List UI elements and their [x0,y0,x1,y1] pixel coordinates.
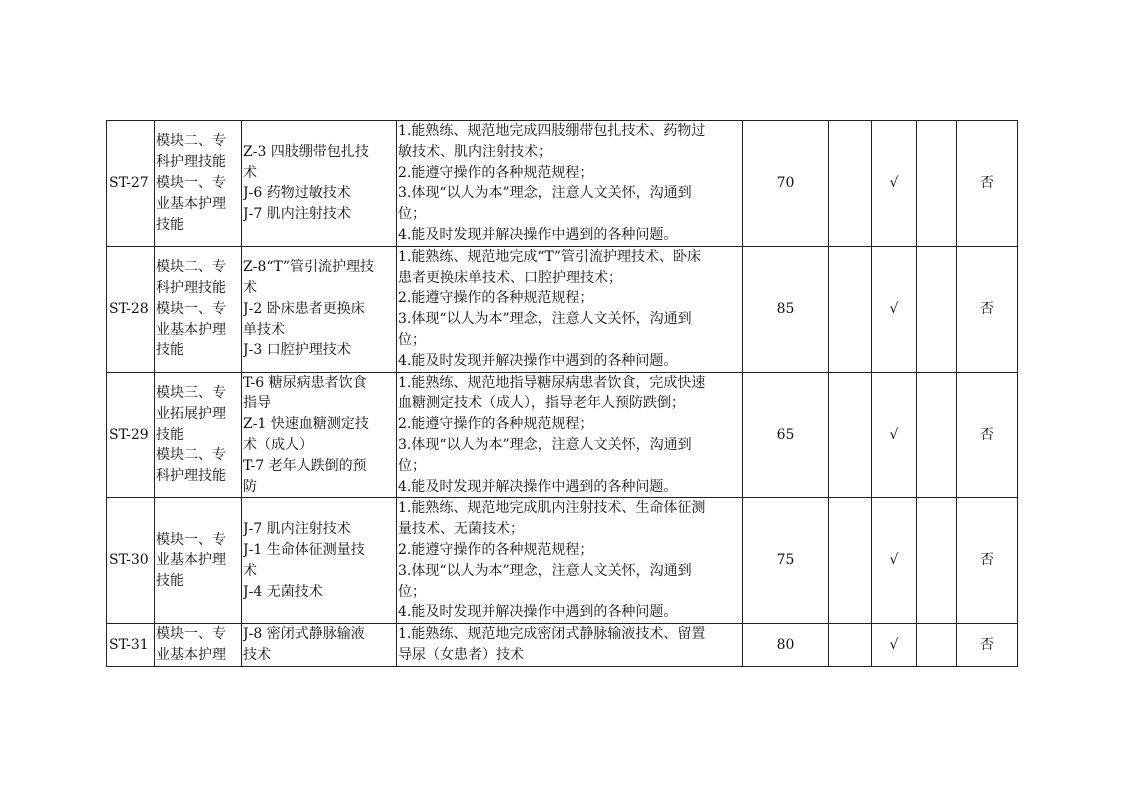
skill-cell [242,246,397,372]
goal-cell-line: 位； [398,583,426,600]
module-cell-line: 科护理技能 [156,279,226,296]
goal-cell-line: 位； [398,206,426,223]
goal-cell-line: 2.能遵守操作的各种规范规程； [398,416,594,433]
skill-cell [242,372,397,498]
flag-cell [957,121,1018,247]
goal-cell-line: 2.能遵守操作的各种规范规程； [398,164,594,181]
module-cell-line: 业基本护理 [156,552,226,569]
empty-cell [829,121,872,247]
module-cell [155,624,242,667]
skill-cell-line: J-2 卧床患者更换床 [243,300,365,317]
module-cell-line: 技能 [156,342,184,359]
skill-cell-line: Z-8“T”管引流护理技 [243,259,375,276]
check-cell [872,246,917,372]
skill-cell-line: J-7 肌内注射技术 [243,521,351,538]
row-id [107,246,155,372]
goal-cell [397,624,743,667]
row-id-text: ST-31 [109,636,149,653]
empty-cell [917,624,957,667]
goal-cell-line: 1.能熟练、规范地完成“T”管引流护理技术、卧床 [398,248,702,265]
skill-cell-line: 技术 [243,646,271,663]
score-cell-text: 65 [776,426,795,443]
module-cell-line: 模块二、专 [156,259,226,276]
table-row [107,498,1018,624]
flag-cell-text: 否 [980,636,994,653]
goal-cell-line: 位； [398,457,426,474]
module-cell-line: 模块二、专 [156,133,226,150]
module-cell [155,121,242,247]
skill-cell-line: 防 [243,478,257,495]
skill-cell-line: 术 [243,164,257,181]
module-cell-line: 业拓展护理 [156,405,226,422]
skill-cell [242,624,397,667]
row-id [107,372,155,498]
module-cell-line: 模块一、专 [156,626,226,643]
score-cell-text: 70 [776,174,795,191]
row-id [107,498,155,624]
goal-cell [397,498,743,624]
skill-cell-line: T-7 老年人跌倒的预 [243,457,367,474]
goal-cell [397,372,743,498]
goal-cell-line: 4.能及时发现并解决操作中遇到的各种问题。 [398,478,678,495]
check-cell-text: √ [889,426,899,443]
skill-cell [242,121,397,247]
row-id [107,624,155,667]
module-cell-line: 模块三、专 [156,384,226,401]
module-cell-line: 业基本护理 [156,321,226,338]
flag-cell [957,624,1018,667]
goal-cell-line: 量技术、无菌技术； [398,521,524,538]
check-cell-text: √ [889,552,899,569]
flag-cell-text: 否 [980,426,994,443]
skill-cell-line: Z-1 快速血糖测定技 [243,416,369,433]
goal-cell-line: 4.能及时发现并解决操作中遇到的各种问题。 [398,352,678,369]
goal-cell-line: 1.能熟练、规范地完成四肢绷带包扎技术、药物过 [398,123,706,139]
goal-cell-line: 1.能熟练、规范地完成肌内注射技术、生命体征测 [398,500,706,517]
score-cell [743,498,829,624]
module-cell-line: 模块一、专 [156,531,226,548]
module-cell-line: 业基本护理 [156,646,226,663]
goal-cell-line: 血糖测定技术（成人），指导老年人预防跌倒； [398,395,685,412]
goal-cell-line: 2.能遵守操作的各种规范规程； [398,541,594,558]
goal-cell-line: 3.体现“以人为本”理念，注意人文关怀，沟通到 [398,562,692,579]
goal-cell-line: 1.能熟练、规范地指导糖尿病患者饮食，完成快速 [398,374,706,391]
row-id-text: ST-28 [109,300,149,317]
table-row [107,246,1018,372]
goal-cell-line: 2.能遵守操作的各种规范规程； [398,290,594,307]
row-id-text: ST-27 [109,174,149,191]
empty-cell [917,498,957,624]
skill-cell [242,498,397,624]
empty-cell [829,372,872,498]
skill-cell-line: Z-3 四肢绷带包扎技 [243,143,369,160]
goal-cell-line: 3.体现“以人为本”理念，注意人文关怀，沟通到 [398,311,692,328]
score-cell-text: 80 [776,636,795,653]
goal-cell-line: 患者更换床单技术、口腔护理技术； [398,269,622,286]
check-cell [872,498,917,624]
empty-cell [829,498,872,624]
flag-cell [957,372,1018,498]
score-cell [743,121,829,247]
goal-cell-line: 4.能及时发现并解决操作中遇到的各种问题。 [398,604,678,621]
skill-cell-line: 术 [243,562,257,579]
goal-cell-line: 位； [398,331,426,348]
module-cell [155,372,242,498]
module-cell-line: 技能 [156,216,184,233]
row-id-text: ST-30 [109,552,149,569]
score-cell-text: 85 [776,300,795,317]
skill-cell-line: T-6 糖尿病患者饮食 [243,374,367,391]
table-row [107,624,1018,667]
skill-cell-line: 术（成人） [243,436,313,453]
table-body [107,121,1018,667]
score-cell-text: 75 [776,552,795,569]
empty-cell [829,624,872,667]
skill-cell-line: J-8 密闭式静脉输液 [243,626,365,643]
row-id-text: ST-29 [109,426,149,443]
score-cell [743,624,829,667]
flag-cell-text: 否 [980,174,994,191]
flag-cell [957,246,1018,372]
skill-cell-line: 单技术 [243,321,285,338]
goal-cell [397,121,743,247]
skill-cell-line: J-1 生命体征测量技 [243,541,365,558]
module-cell-line: 模块二、专 [156,447,226,464]
skill-cell-line: J-3 口腔护理技术 [243,342,351,359]
module-cell-line: 模块一、专 [156,174,226,191]
module-cell [155,498,242,624]
skill-cell-line: 术 [243,279,257,296]
empty-cell [917,372,957,498]
empty-cell [917,246,957,372]
check-cell-text: √ [889,300,899,317]
module-cell-line: 业基本护理 [156,195,226,212]
empty-cell [917,121,957,247]
goal-cell-line: 3.体现“以人为本”理念，注意人文关怀，沟通到 [398,436,692,453]
goal-cell [397,246,743,372]
flag-cell-text: 否 [980,552,994,569]
goal-cell-line: 敏技术、肌内注射技术； [398,143,552,160]
module-cell-line: 技能 [156,426,184,443]
skills-table [106,120,1018,667]
score-cell [743,246,829,372]
goal-cell-line: 1.能熟练、规范地完成密闭式静脉输液技术、留置 [398,626,706,643]
table-row [107,372,1018,498]
module-cell-line: 模块一、专 [156,300,226,317]
module-cell-line: 科护理技能 [156,154,226,171]
check-cell [872,624,917,667]
score-cell [743,372,829,498]
module-cell-line: 技能 [156,573,184,590]
flag-cell-text: 否 [980,300,994,317]
skill-cell-line: 指导 [243,395,271,412]
flag-cell [957,498,1018,624]
skill-cell-line: J-7 肌内注射技术 [243,206,351,223]
empty-cell [829,246,872,372]
goal-cell-line: 3.体现“以人为本”理念，注意人文关怀，沟通到 [398,185,692,202]
skill-cell-line: J-6 药物过敏技术 [243,185,351,202]
table-row [107,121,1018,247]
check-cell-text: √ [889,174,899,191]
module-cell-line: 科护理技能 [156,468,226,485]
module-cell [155,246,242,372]
check-cell [872,372,917,498]
goal-cell-line: 导尿（女患者）技术 [398,646,524,663]
check-cell-text: √ [889,636,899,653]
check-cell [872,121,917,247]
skill-cell-line: J-4 无菌技术 [243,583,323,600]
goal-cell-line: 4.能及时发现并解决操作中遇到的各种问题。 [398,226,678,243]
row-id [107,121,155,247]
